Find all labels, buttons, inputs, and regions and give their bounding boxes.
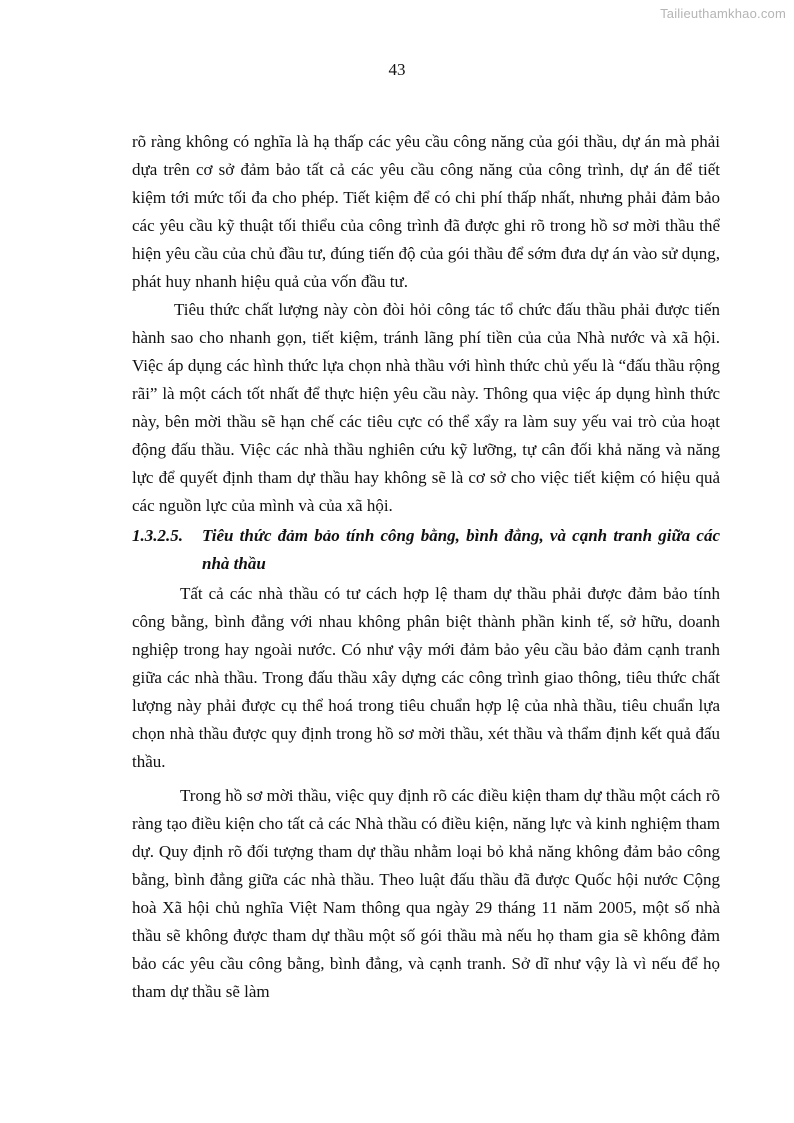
paragraph-1: rõ ràng không có nghĩa là hạ thấp các yêu cầu công năng của gói thầu, dự án mà phải dựa trên cơ sở đảm bảo tất cả các yêu cầu công năng của công trình, dự án để tiết kiệm tới mức tối đa cho phép. Tiết kiệm để có chi phí thấp nhất, nhưng phải đảm bảo các yêu cầu kỹ thuật tối thiểu của công trình đã được ghi rõ trong hồ sơ mời thầu thể hiện yêu cầu của chủ đầu tư, đúng tiến độ của gói thầu để sớm đưa dự án vào sử dụng, phát huy nhanh hiệu quả của vốn đầu tư. (132, 132, 720, 291)
document-body (132, 128, 720, 1006)
paragraph-4: Trong hồ sơ mời thầu, việc quy định rõ các điều kiện tham dự thầu một cách rõ ràng tạo điều kiện cho tất cả các Nhà thầu có điều kiện, năng lực và kinh nghiệm tham dự. Quy định rõ đối tượng tham dự thầu nhằm loại bỏ khả năng không đảm bảo công bằng, bình đẳng giữa các nhà thầu. Theo luật đấu thầu đã được Quốc hội nước Cộng hoà Xã hội chủ nghĩa Việt Nam thông qua ngày 29 tháng 11 năm 2005, một số nhà thầu sẽ không được tham dự thầu một số gói thầu mà nếu họ tham gia sẽ không đảm bảo các yêu cầu công bằng, bình đẳng, và cạnh tranh. Sở dĩ như vậy là vì nếu để họ tham dự thầu sẽ làm (132, 786, 720, 1001)
page-number: 43 (388, 60, 406, 79)
section-number: 1.3.2.5. (132, 526, 183, 545)
paragraph-2: Tiêu thức chất lượng này còn đòi hỏi công tác tổ chức đấu thầu phải được tiến hành sao cho nhanh gọn, tiết kiệm, tránh lãng phí tiền của của Nhà nước và xã hội. Việc áp dụng các hình thức lựa chọn nhà thầu với hình thức chủ yếu là “đấu thầu rộng rãi” là một cách tốt nhất để thực hiện yêu cầu này. Thông qua việc áp dụng hình thức này, bên mời thầu sẽ hạn chế các tiêu cực có thể xẩy ra làm suy yếu vai trò của hoạt động đấu thầu. Việc các nhà thầu nghiên cứu kỹ lưỡng, tự cân đối khả năng và năng lực để quyết định tham dự thầu hay không sẽ là cơ sở cho việc tiết kiệm có hiệu quả các nguồn lực của mình và của xã hội. (132, 300, 720, 515)
paragraph-3: Tất cả các nhà thầu có tư cách hợp lệ tham dự thầu phải được đảm bảo tính công bằng, bình đẳng với nhau không phân biệt thành phần kinh tế, sở hữu, doanh nghiệp trong hay ngoài nước. Có như vậy mới đảm bảo yêu cầu bảo đảm cạnh tranh giữa các nhà thầu. Trong đấu thầu xây dựng các công trình giao thông, tiêu thức chất lượng này phải được cụ thể hoá trong tiêu chuẩn hợp lệ của nhà thầu, tiêu chuẩn lựa chọn nhà thầu được quy định trong hồ sơ mời thầu, xét thầu và thẩm định kết quả đấu thầu. (132, 584, 720, 771)
section-title: Tiêu thức đảm bảo tính công bằng, bình đẳng, và cạnh tranh giữa các nhà thầu (202, 526, 720, 573)
section-heading (132, 522, 720, 578)
watermark-text: Tailieuthamkhao.com (660, 6, 786, 21)
